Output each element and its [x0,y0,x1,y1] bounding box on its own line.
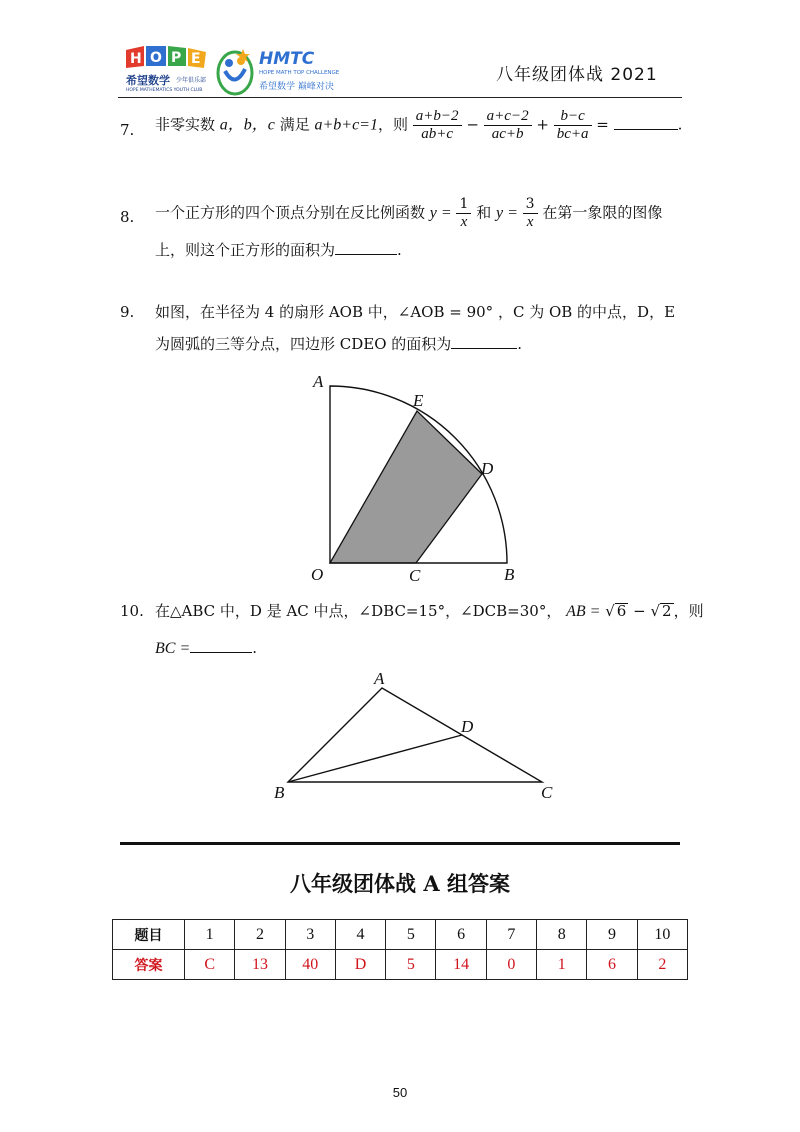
hope-logo [122,44,210,98]
question-cell: 1 [185,920,235,950]
header-title: 八年级团体战 2021 [496,65,658,85]
problem-9-line-1: 如图，在半径为 4 的扇形 AOB 中，∠AOB = 90° ，C 为 OB 的中点，D，E [155,303,676,321]
hmtc-emblem-icon [215,45,255,97]
table-row-questions [113,920,688,950]
label-c: C [541,783,553,802]
table-row-answers [113,950,688,980]
hmtc-en: HOPE MATH TOP CHALLENGE [259,70,340,76]
problem-7-number: 7. [120,121,135,139]
answer-cell: 14 [436,950,486,980]
question-cell: 10 [637,920,687,950]
problem-8-fraction-1: $\frac{1}{x}$ [456,196,471,231]
problem-8-line-2: 上，则这个正方形的面积为 . [155,241,402,259]
header-rule [118,97,682,98]
question-cell: 5 [386,920,436,950]
label-c: C [409,566,421,585]
label-b: B [504,565,515,584]
answer-cell: D [335,950,385,980]
problem-9-line-2: 为圆弧的三等分点，四边形 CDEO 的面积为 . [155,335,523,353]
answer-cell: 1 [537,950,587,980]
section-divider [120,842,680,845]
problem-7-fraction-1: $\frac{a+b-2}{ab+c}$ [413,108,462,143]
label-a: A [374,669,385,688]
answer-cell: 40 [285,950,335,980]
problem-8-fraction-2: $\frac{3}{x}$ [523,196,538,231]
question-cell: 8 [537,920,587,950]
answer-table [112,919,688,980]
answer-cell: 0 [486,950,536,980]
triangle-abc [288,688,542,782]
problem-7-text: 非零实数 a，b，c 满足 a+b+c=1，则 $\frac{a+b-2}{ab+c}$ − $\frac{a+c-2}{ac+b}$ + $\frac{b-c}{bc+a}$ = . [155,108,683,142]
problem-8-number: 8. [120,208,135,226]
label-d: D [481,459,494,478]
quadrilateral-cdeo [330,411,482,563]
problem-10-line-2: BC = . [155,639,258,657]
question-cell: 2 [235,920,285,950]
hmtc-cn: 希望数学 巅峰对决 [259,82,334,92]
hope-logo-cn: 希望数学 [126,74,170,87]
problem-7-fraction-2: $\frac{a+c-2}{ac+b}$ [484,108,532,143]
label-b: B [274,783,285,802]
row-label-answers: 答案 [113,950,185,980]
row-label-questions: 题目 [113,920,185,950]
answer-title: 八年级团体战 A 组答案 [290,871,510,896]
hope-logo-club-en: HOPE MATHEMATICS YOUTH CLUB [126,88,203,93]
hope-letters: H [130,51,142,67]
svg-text:P: P [171,50,182,66]
segment-bd [288,735,462,782]
svg-text:E: E [191,51,201,67]
problem-10-line-1: 在△ABC 中，D 是 AC 中点，∠DBC=15°，∠DCB=30°， AB = √ 6 − √ 2 ，则 [155,602,704,620]
answer-cell: 13 [235,950,285,980]
problem-10-number: 10. [120,602,144,620]
question-cell: 9 [587,920,637,950]
question-cell: 3 [285,920,335,950]
page-number: 50 [392,1085,408,1100]
answer-cell: 6 [587,950,637,980]
svg-text:O: O [150,50,162,66]
question-cell: 4 [335,920,385,950]
answer-cell: C [185,950,235,980]
answer-blank-8 [335,240,397,255]
answer-blank-9 [451,334,517,349]
hmtc-logo [215,45,345,97]
figure-10-triangle [268,668,568,804]
label-o: O [311,565,324,584]
problem-8-line-1: 一个正方形的四个顶点分别在反比例函数 y = $\frac{1}{x}$ 和 y = $\frac{3}{x}$ 在第一象限的图像 [155,196,663,230]
figure-9-sector [305,370,525,588]
label-d: D [461,717,474,736]
answer-cell: 5 [386,950,436,980]
hmtc-acronym: HMTC [259,49,315,69]
label-a: A [313,372,324,391]
question-cell: 6 [436,920,486,950]
question-cell: 7 [486,920,536,950]
label-e: E [413,391,424,410]
hope-logo-club-cn: 少年俱乐部 [176,77,207,84]
answer-blank-7 [614,115,678,130]
problem-7-fraction-3: $\frac{b-c}{bc+a}$ [554,108,592,143]
answer-blank-10 [190,638,252,653]
answer-cell: 2 [637,950,687,980]
problem-9-number: 9. [120,303,135,321]
